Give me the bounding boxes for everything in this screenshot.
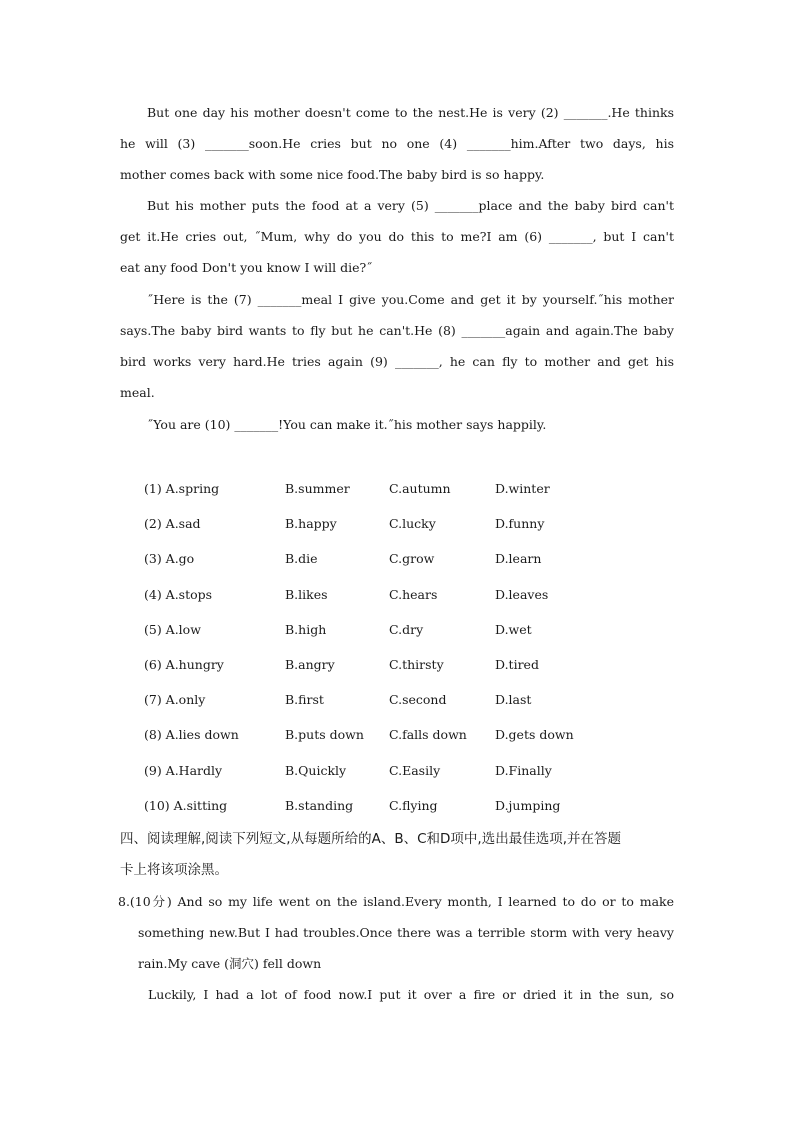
option-c: C.flying — [389, 797, 438, 813]
option-a: (8) A.lies down — [144, 727, 239, 743]
option-b: B.puts down — [285, 727, 364, 743]
option-d: D.tired — [495, 656, 539, 672]
option-b: B.summer — [285, 481, 350, 496]
option-row — [144, 613, 674, 648]
option-b: B.die — [285, 551, 318, 567]
option-d: D.winter — [495, 481, 550, 496]
text-line: eat any food Don't you know I will die?˝ — [120, 260, 373, 275]
option-a: (5) A.low — [144, 621, 201, 637]
text-line: But his mother puts the food at a very (5) _______place and the baby bird can't — [147, 198, 674, 213]
option-b: B.first — [285, 692, 324, 708]
instruction-line: 卡上将该项涂黑。 — [120, 862, 228, 878]
option-c: C.autumn — [389, 481, 451, 496]
question-8 — [118, 886, 674, 1010]
option-b: B.angry — [285, 656, 335, 672]
option-d: D.gets down — [495, 727, 574, 743]
option-c: C.grow — [389, 551, 435, 567]
paragraph-3 — [120, 284, 674, 408]
option-d: D.leaves — [495, 586, 549, 602]
option-row — [144, 472, 674, 507]
option-b: B.standing — [285, 797, 354, 813]
option-c: C.second — [389, 692, 447, 708]
option-b: B.happy — [285, 516, 337, 532]
text-line: says.The baby bird wants to fly but he can't.He (8) _______again and again.The baby — [120, 323, 674, 338]
option-c: C.Easily — [389, 762, 441, 778]
option-c: C.thirsty — [389, 656, 444, 672]
option-a: (4) A.stops — [144, 586, 213, 602]
text-line: ˝You are (10) _______!You can make it.˝his mother says happily. — [147, 417, 547, 432]
text-line: he will (3) _______soon.He cries but no one (4) _______him.After two days, his — [120, 136, 674, 151]
option-d: D.Finally — [495, 762, 552, 778]
paragraph-1 — [120, 97, 674, 190]
option-row — [144, 507, 674, 542]
text-line: something new.But I had troubles.Once there was a terrible storm with very heavy — [138, 925, 674, 940]
text-line: 8.(10分) And so my life went on the island.Every month, I learned to do or to make — [118, 894, 674, 909]
section-heading — [120, 824, 676, 886]
option-row — [144, 542, 674, 577]
options-list — [144, 472, 674, 824]
option-d: D.funny — [495, 516, 545, 532]
text-line: bird works very hard.He tries again (9) _______, he can fly to mother and get his — [120, 354, 674, 369]
option-d: D.jumping — [495, 797, 561, 813]
option-c: C.hears — [389, 586, 438, 602]
option-c: C.falls down — [389, 727, 467, 743]
paragraph-2 — [120, 190, 674, 283]
option-row — [144, 754, 674, 789]
text-line: rain.My cave (洞穴) fell down — [138, 956, 322, 971]
option-d: D.learn — [495, 551, 542, 567]
option-a: (7) A.only — [144, 692, 206, 708]
text-line: Luckily, I had a lot of food now.I put it over a fire or dried it in the sun, so — [148, 987, 674, 1002]
text-line: But one day his mother doesn't come to the nest.He is very (2) _______.He thinks — [147, 105, 674, 120]
text-line: meal. — [120, 385, 155, 400]
option-b: B.likes — [285, 586, 328, 602]
option-a: (1) A.spring — [144, 481, 220, 496]
option-a: (10) A.sitting — [144, 797, 228, 813]
option-b: B.high — [285, 621, 327, 637]
option-a: (2) A.sad — [144, 516, 201, 532]
option-row — [144, 789, 674, 824]
option-a: (6) A.hungry — [144, 656, 224, 672]
option-row — [144, 578, 674, 613]
option-c: C.dry — [389, 621, 424, 637]
option-b: B.Quickly — [285, 762, 347, 778]
text-line: mother comes back with some nice food.The baby bird is so happy. — [120, 167, 545, 182]
option-row — [144, 718, 674, 753]
option-row — [144, 648, 674, 683]
instruction-line: 四、阅读理解,阅读下列短文,从每题所给的A、B、C和D项中,选出最佳选项,并在答题 — [120, 831, 621, 847]
option-d: D.wet — [495, 621, 532, 637]
option-c: C.lucky — [389, 516, 436, 532]
option-a: (9) A.Hardly — [144, 762, 223, 778]
text-line: get it.He cries out, ˝Mum, why do you do this to me?I am (6) _______, but I can't — [120, 229, 674, 244]
option-row — [144, 683, 674, 718]
text-line: ˝Here is the (7) _______meal I give you.Come and get it by yourself.˝his mother — [147, 292, 674, 307]
paragraph-4 — [120, 409, 674, 440]
option-a: (3) A.go — [144, 551, 195, 567]
option-d: D.last — [495, 692, 532, 708]
